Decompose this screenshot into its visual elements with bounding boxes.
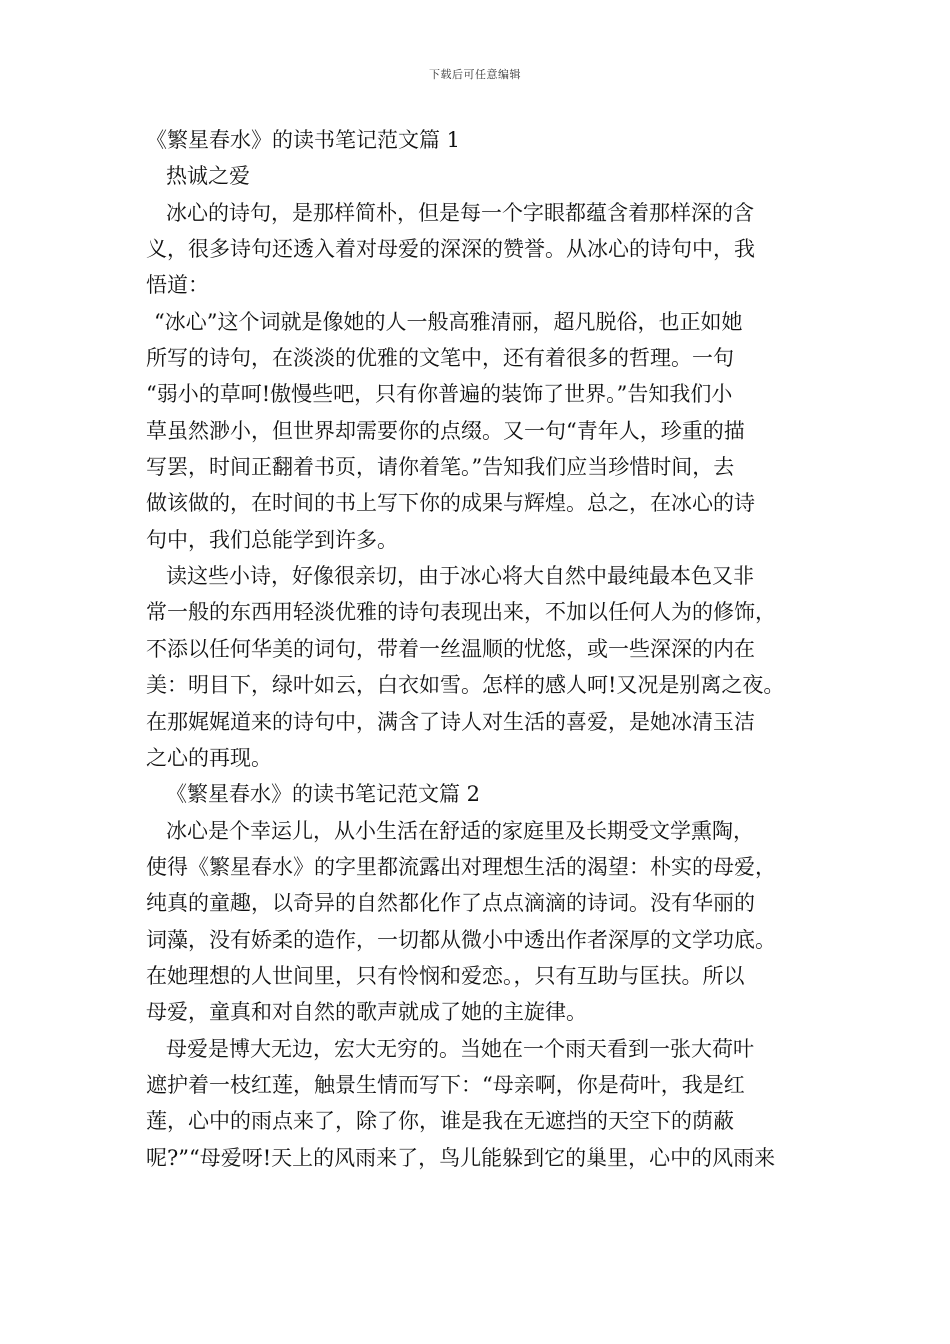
document-body xyxy=(146,122,826,1176)
text-line: 词藻，没有娇柔的造作，一切都从微小中透出作者深厚的文学功底。 xyxy=(146,927,776,952)
text-line: 义，很多诗句还透入着对母爱的深深的赞誉。从冰心的诗句中，我 xyxy=(146,237,755,262)
text-line: “冰心”这个词就是像她的人一般高雅清丽，超凡脱俗，也正如她 xyxy=(154,309,743,334)
text-line: 热诚之爱 xyxy=(166,164,250,189)
text-line: 不添以任何华美的词句，带着一丝温顺的忧悠，或一些深深的内在 xyxy=(146,636,755,661)
text-line: 写罢，时间正翻着书页，请你着笔。”告知我们应当珍惜时间，去 xyxy=(146,455,735,480)
text-line: 呢?”“母爱呀!天上的风雨来了，鸟儿能躲到它的巢里，心中的风雨来 xyxy=(146,1145,776,1170)
text-line: 冰心是个幸运儿，从小生活在舒适的家庭里及长期受文学熏陶， xyxy=(166,818,754,843)
text-line: 美：明目下，绿叶如云，白衣如雪。怎样的感人呵!又况是别离之夜。 xyxy=(146,673,785,698)
text-line: 句中，我们总能学到许多。 xyxy=(146,527,398,552)
text-line: 之心的再现。 xyxy=(146,745,272,770)
text-line: 所写的诗句，在淡淡的优雅的文笔中，还有着很多的哲理。一句 xyxy=(146,346,734,371)
text-line: 悟道： xyxy=(146,273,209,298)
text-line: 莲，心中的雨点来了，除了你，谁是我在无遮挡的天空下的荫蔽 xyxy=(146,1109,734,1134)
text-line: 草虽然渺小，但世界却需要你的点缀。又一句“青年人，珍重的描 xyxy=(146,418,745,443)
text-line: 母爱，童真和对自然的歌声就成了她的主旋律。 xyxy=(146,1000,587,1025)
text-line: 母爱是博大无边，宏大无穷的。当她在一个雨天看到一张大荷叶 xyxy=(166,1036,754,1061)
text-line: 做该做的，在时间的书上写下你的成果与辉煌。总之，在冰心的诗 xyxy=(146,491,755,516)
text-line: 冰心的诗句，是那样简朴，但是每一个字眼都蕴含着那样深的含 xyxy=(166,200,754,225)
text-line: 《繁星春水》的读书笔记范文篇 2 xyxy=(166,782,481,807)
text-line: 在她理想的人世间里，只有怜悯和爱恋。，只有互助与匡扶。所以 xyxy=(146,963,745,988)
text-line: 在那娓娓道来的诗句中，满含了诗人对生活的喜爱，是她冰清玉洁 xyxy=(146,709,755,734)
text-line: 使得《繁星春水》的字里都流露出对理想生活的渴望：朴实的母爱， xyxy=(146,854,776,879)
text-line: 纯真的童趣，以奇异的自然都化作了点点滴滴的诗词。没有华丽的 xyxy=(146,891,755,916)
text-line: “弱小的草呵!傲慢些吧，只有你普遍的装饰了世界。”告知我们小 xyxy=(146,382,733,407)
text-line: 《繁星春水》的读书笔记范文篇 1 xyxy=(146,128,461,152)
text-line: 读这些小诗，好像很亲切，由于冰心将大自然中最纯最本色又非 xyxy=(166,564,754,589)
text-line: 常一般的东西用轻淡优雅的诗句表现出来，不加以任何人为的修饰， xyxy=(146,600,776,625)
text-line: 遮护着一枝红莲，触景生情而写下：“母亲啊，你是荷叶，我是红 xyxy=(146,1072,745,1097)
page-header: 下载后可任意编辑 xyxy=(429,68,521,81)
